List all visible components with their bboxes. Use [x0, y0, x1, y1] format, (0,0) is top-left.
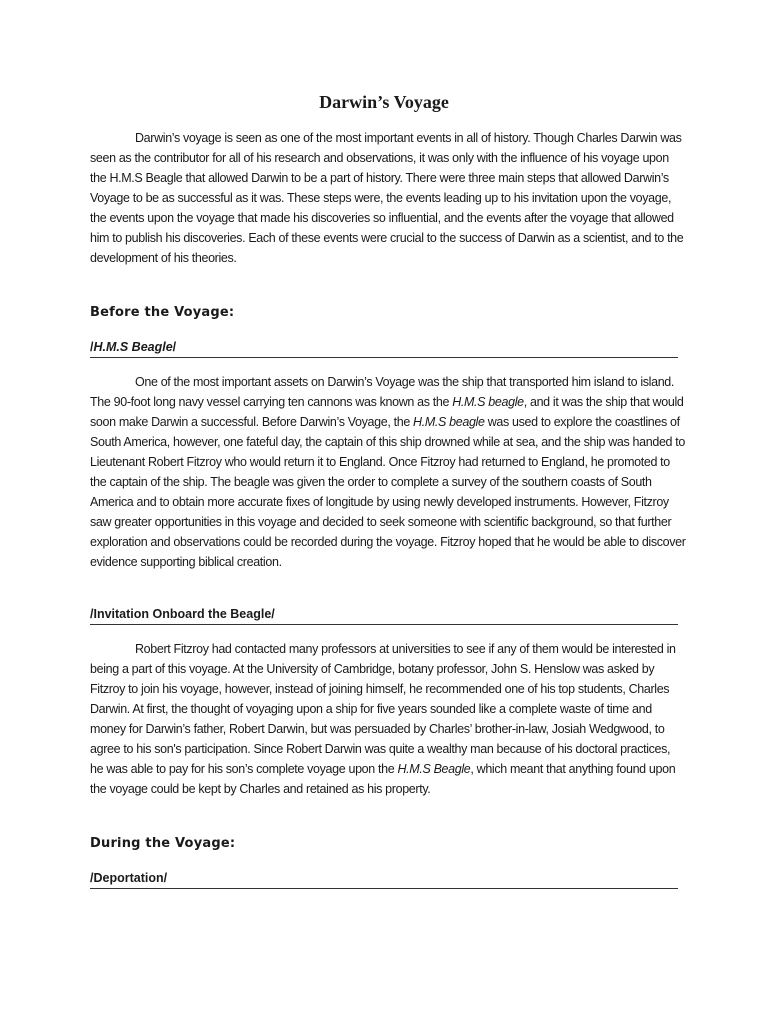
subheading-deportation: /Deportation/ — [90, 871, 678, 889]
text-run: , which meant that anything found upon the voyage could be kept by Charles and retained as his property. — [90, 762, 676, 796]
intro-paragraph: Darwin’s voyage is seen as one of the most important events in all of history. Though Charles Darwin was seen as the contributor for all of his research and observations, it was only with the influence of his voyage upon the H.M.S Beagle that allowed Darwin to be a part of history. There were three main steps that allowed Darwin’s Voyage to be as successful as it was. These steps were, the events leading up to his invitation upon the voyage, the events upon the voyage that made his discoveries so influential, and the events after the voyage that allowed him to publish his discoveries. Each of these events were crucial to the success of Darwin as a scientist, and to the development of his theories. — [90, 131, 684, 265]
hms-beagle-paragraph — [90, 372, 686, 572]
ship-name-italic: H.M.S beagle — [413, 415, 485, 429]
invitation-paragraph — [90, 639, 686, 799]
slash-open: / — [90, 340, 94, 354]
text-run: , and it was the ship that would soon make Darwin a successful. Before Darwin’s Voyage, the — [90, 395, 684, 429]
text-run: was used to explore the coastlines of South America, however, one fateful day, the captain of this ship drowned while at sea, and the ship was handed to Lieutenant Robert Fitzroy who would return it to England. Once Fitzroy had returned to England, he promoted to the captain of the ship. The beagle was given the order to complete a survey of the southern coasts of South America and to obtain more accurate fixes of longitude by using newly developed instruments. However, Fitzroy saw greater opportunities in this voyage and decided to seek someone with scientific background, so that further exploration and observations could be recorded during the voyage. Fitzroy hoped that he would be able to discover evidence supporting biblical creation. — [90, 415, 686, 569]
text-run: One of the most important assets on Darwin’s Voyage was the ship that transported him island to island. The 90-foot long navy vessel carrying ten cannons was known as the — [90, 375, 675, 409]
text-run: Robert Fitzroy had contacted many professors at universities to see if any of them would be interested in being a part of this voyage. At the University of Cambridge, botany professor, John S. Henslow was asked by Fitzroy to join his voyage, however, instead of joining himself, he recommended one of his top students, Charles Darwin. At first, the thought of voyaging upon a ship for five years sounded like a complete waste of time and money for Darwin’s father, Robert Darwin, but was persuaded by Charles’ brother-in-law, Josiah Wedgwood, to agree to his son's participation. Since Robert Darwin was quite a wealthy man because of his doctoral practices, he was able to pay for his son’s complete voyage upon the — [90, 642, 676, 776]
document-title: Darwin’s Voyage — [319, 92, 449, 112]
subheading-hms-beagle-title: H.M.S Beagle — [93, 340, 173, 354]
section-heading-during-voyage: During the Voyage: — [90, 836, 236, 851]
slash-close: / — [172, 340, 177, 354]
ship-name-italic: H.M.S beagle — [452, 395, 524, 409]
section-heading-before-voyage: Before the Voyage: — [90, 305, 235, 320]
subheading-invitation: /Invitation Onboard the Beagle/ — [90, 607, 678, 625]
ship-name-italic: H.M.S Beagle — [397, 762, 471, 776]
subheading-hms-beagle — [90, 340, 678, 358]
